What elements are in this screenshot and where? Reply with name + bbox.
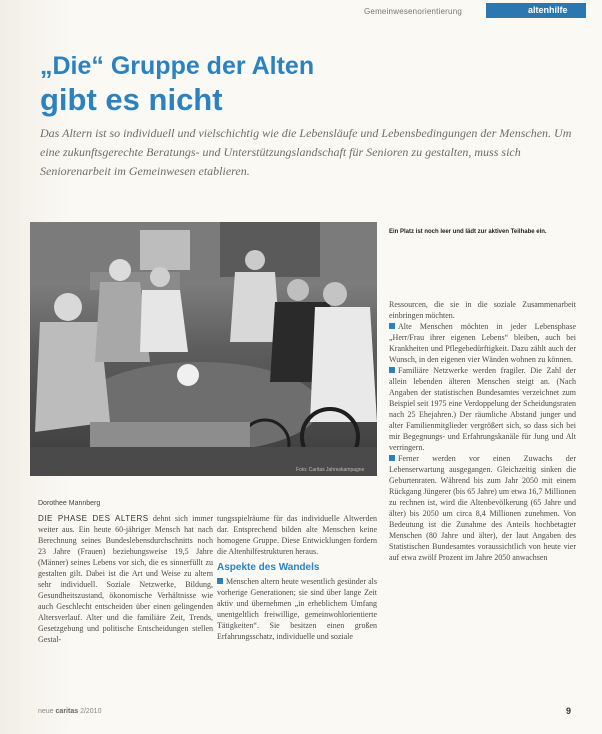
bullet-text: Alte Menschen möchten in jeder Lebensphase „Herr/Frau ihrer eigenen Lebens“ bleiben, auch bei Krankheiten und Pflegebedürftigkeit. Dazu zählt auch der Wunsch, in den eigenen vier Wänden wohnen zu können. (389, 322, 576, 364)
headline-line-2: gibt es nicht (40, 82, 223, 117)
bullet-square-icon (389, 455, 395, 461)
headline-line-1: „Die“ Gruppe der Alten (40, 52, 315, 80)
column-1 (38, 498, 213, 645)
bullet-square-icon (389, 323, 395, 329)
column-2 (217, 513, 377, 642)
magazine-prefix: neue (38, 708, 54, 715)
bullet-paragraph (389, 365, 576, 453)
page-number: 9 (566, 706, 572, 716)
body-paragraph: Ressourcen, die sie in die soziale Zusammenarbeit einbringen möchten. (389, 300, 576, 320)
body-paragraph (38, 513, 213, 645)
bullet-paragraph (389, 321, 576, 365)
photo-credit: Foto: Caritas Jahreskampagne (296, 467, 365, 473)
magazine-name: caritas (55, 708, 79, 715)
author-name: Dorothee Mannberg (38, 500, 101, 507)
bullet-paragraph (217, 576, 377, 642)
photo-caption: Ein Platz ist noch leer und lädt zur aktiven Teilhabe ein. (389, 229, 547, 235)
lead-paragraph: Das Altern ist so individuell und vielschichtig wie die Lebensläufe und Lebensbedingungen der Menschen. Um eine zukunftsgerechte Beratungs- und Unterstützungslandschaft für Senioren zu gestalten, muss sich Seniorenarbeit im Gemeinwesen etablieren. (40, 126, 572, 178)
section-rubric: Gemeinwesenorientierung (364, 7, 462, 16)
lead-caps: DIE PHASE DES ALTERS (38, 514, 149, 523)
bullet-square-icon (217, 578, 223, 584)
body-paragraph: tungsspielräume für das individuelle Altwerden dar. Entsprechend bilden alte Menschen keine homogene Gruppe. Diese Entwicklungen fordern die Altenhilfestrukturen heraus. (217, 514, 377, 556)
bullet-text: Menschen altern heute wesentlich gesünder als vorherige Generationen; sie sind über lange Zeit aktiv und übernehmen „in erheblichem Umfang unentgeltlich freiwillige, gemeinwohlorientierte Tätigkeiten“. Sie besitzen einen großen Erfahrungsschatz, individuelle und soziale (217, 577, 377, 641)
article-photo (30, 222, 377, 476)
bullet-paragraph (389, 453, 576, 563)
magazine-issue: 2/2010 (80, 708, 102, 715)
bullet-square-icon (389, 367, 395, 373)
bullet-text: Familiäre Netzwerke werden fragiler. Die Zahl der allein lebenden älteren Menschen steigt an. (Nach Angaben der statistischen Bundesamtes verzeichnet zum Beispiel seit 1975 eine Verdoppelung der Scheidungsraten nach 25 Ehejahren.) Der räumliche Abstand junger und alter Familienmitglieder vergrößert sich, so dass sich bei mir Begegnungs- und Erfahrungskanäle für Jung und Alt verringern. (389, 366, 576, 452)
subheading: Aspekte des Wandels (217, 562, 320, 573)
body-text: dehnt sich immer weiter aus. Ein heute 60-jähriger Mensch hat nach Berechnung seines Bundeslebensdurchschnitts noch 23 Jahre (Frauen) beziehungsweise 19,5 Jahre (Männer) seines Lebens vor sich, die es sinnerfüllt zu gestalten gilt. Dabei ist die Art und Weise zu altern sehr individuell. Soziale Netzwerke, Bildung, Gesundheitszustand, ökonomische Verhältnisse wie auch Geschlecht entscheiden über einen gelingenden Altersverlauf. Alter und die familiäre Zeit, Trends, Gesetzgebung und politische Entscheidungen stellen Gestal- (38, 514, 213, 644)
bullet-text: Ferner werden vor einen Zuwachs der Lebenserwartung ausgegangen. Gleichzeitig sinken die Geburtenraten. Während bis zum Jahr 2050 mit einem Rückgang Jüngerer (bis 65 Jahre) um etwa 16,7 Millionen zu rechnen ist, wird die Altenbevölkerung (65 Jahre und älter) bis 2050 um circa 8,4 Millionen zunehmen. Von Bedeutung ist die Zunahme des Anteils hochbetagter Menschen (80 Jahre und älter), der laut Angaben des Statistischen Bundesamtes voraussichtlich von heute vier auf etwa zwölf Prozent im Jahre 2050 anwachsen (389, 454, 576, 562)
section-tag: altenhilfe (528, 5, 568, 15)
column-3 (389, 299, 576, 563)
magazine-footer (38, 708, 101, 715)
